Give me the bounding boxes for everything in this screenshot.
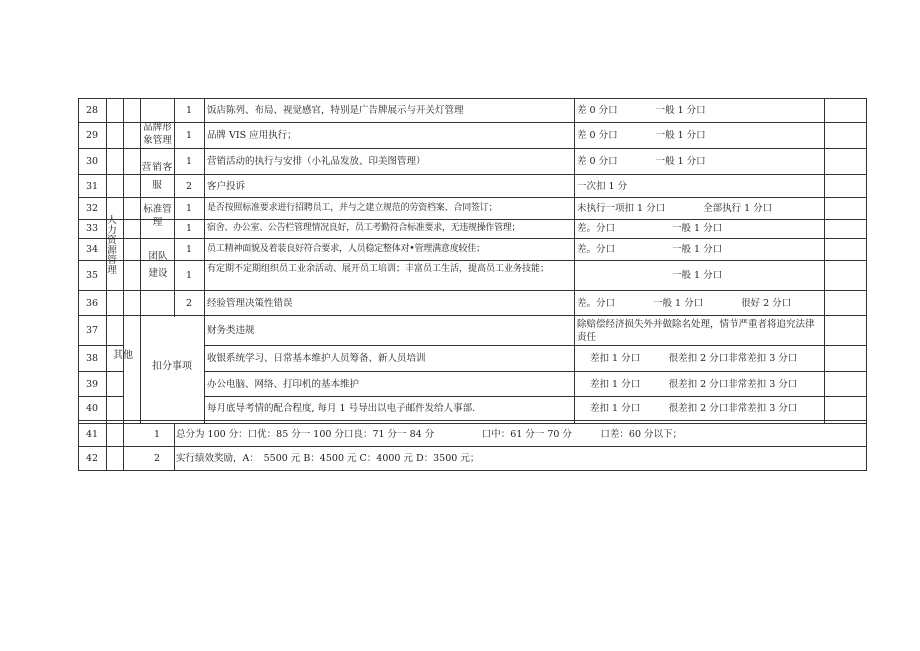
row-number: 34 xyxy=(85,244,99,255)
item-description: 员工精神面貌及着装良好符合要求，人员稳定整体对•管理满意度较佳； xyxy=(207,244,485,254)
score-criteria: 除赔偿经济损失外并做除名处理，情节严重者将追究法律责任 xyxy=(577,319,815,343)
item-description: 饭店陈列、布局、视觉感官，特别是广告牌展示与开关灯管理 xyxy=(207,105,464,116)
row-number: 40 xyxy=(85,403,99,414)
score-criteria: 差。分口 一般 1 分口 很好 2 分口 xyxy=(577,298,792,309)
category-deduct: 扣分事项 xyxy=(152,361,192,372)
item-description: 客户投诉 xyxy=(207,181,246,192)
score-criteria: 差扣 1 分口 很差扣 2 分口非常差扣 3 分口 xyxy=(590,379,798,390)
row-divider xyxy=(78,148,867,149)
score-criteria: 差 0 分口 一般 1 分口 xyxy=(577,105,706,116)
item-index: 2 xyxy=(185,298,193,309)
row-number: 37 xyxy=(85,325,99,336)
table-border-left xyxy=(78,98,79,471)
item-index: 1 xyxy=(185,203,193,214)
row-number: 36 xyxy=(85,298,99,309)
row-divider xyxy=(78,122,867,123)
row-number: 41 xyxy=(85,429,99,440)
item-description: 财务类违规 xyxy=(207,325,255,336)
row-number: 38 xyxy=(85,353,99,364)
col-divider xyxy=(574,98,575,423)
row-divider xyxy=(204,345,867,346)
col-divider xyxy=(204,98,205,423)
item-index: 1 xyxy=(185,223,193,234)
table-border-right xyxy=(866,98,867,471)
score-criteria: 差。分口 一般 1 分口 xyxy=(577,223,723,234)
row-number: 42 xyxy=(85,453,99,464)
score-criteria: 差 0 分口 一般 1 分口 xyxy=(577,130,706,141)
col-divider xyxy=(123,98,124,471)
row-divider xyxy=(78,420,867,421)
row-divider xyxy=(78,371,123,372)
item-description: 营销活动的执行与安排（小礼品发放、印美图管理） xyxy=(207,156,426,167)
row-number: 28 xyxy=(85,105,99,116)
score-criteria: 差扣 1 分口 很差扣 2 分口非常差扣 3 分口 xyxy=(590,403,798,414)
item-index: 1 xyxy=(185,270,193,281)
item-index: 1 xyxy=(153,429,161,440)
item-description: 办公电脑、网络、打印机的基本维护 xyxy=(207,379,360,390)
item-index: 2 xyxy=(185,181,193,192)
row-divider xyxy=(78,290,867,291)
row-divider xyxy=(78,446,867,447)
table-border-top xyxy=(78,98,867,99)
row-number: 30 xyxy=(85,156,99,167)
row-divider xyxy=(78,315,867,316)
row-number: 31 xyxy=(85,181,99,192)
row-divider xyxy=(204,371,867,372)
item-index: 2 xyxy=(153,453,161,464)
item-index: 1 xyxy=(185,130,193,141)
row-divider xyxy=(78,174,867,175)
col-divider xyxy=(174,423,175,471)
category-other: 其他 xyxy=(113,350,133,361)
category-marketing: 营销客服 xyxy=(141,162,174,191)
item-index: 1 xyxy=(185,105,193,116)
col-divider xyxy=(106,98,107,471)
footer-reward: 实行绩效奖励，A： 5500 元 B：4500 元 C：4000 元 D：3500 元； xyxy=(176,453,480,464)
row-divider xyxy=(78,197,867,198)
row-divider xyxy=(78,396,123,397)
row-number: 33 xyxy=(85,223,99,234)
row-number: 39 xyxy=(85,379,99,390)
item-description: 每月底导考情的配合程度, 每月 1 号导出以电子邮件发给人事部. xyxy=(207,403,476,414)
item-description: 品牌 VIS 应用执行； xyxy=(207,130,297,141)
row-divider xyxy=(204,396,867,397)
row-divider xyxy=(78,219,867,220)
row-divider xyxy=(78,260,867,261)
category-standard: 标准管理 xyxy=(143,204,172,228)
item-description: 经验管理决策性错误 xyxy=(207,298,293,309)
score-criteria: 差。分口 一般 1 分口 xyxy=(577,244,723,255)
score-criteria: 一般 1 分口 xyxy=(577,270,723,281)
row-number: 32 xyxy=(85,203,99,214)
score-criteria: 差扣 1 分口 很差扣 2 分口非常差扣 3 分口 xyxy=(590,353,798,364)
score-criteria: 未执行一项扣 1 分口 全部执行 1 分口 xyxy=(577,203,773,214)
row-divider xyxy=(78,423,867,424)
category-team: 团队建设 xyxy=(148,251,168,279)
score-criteria: 差 0 分口 一般 1 分口 xyxy=(577,156,706,167)
item-index: 1 xyxy=(185,244,193,255)
col-divider xyxy=(824,98,825,423)
category-hr: 人力资源管理 xyxy=(107,215,117,276)
table-border-bottom xyxy=(78,470,867,471)
item-description: 宿舍、办公室、公告栏管理情况良好，员工考勤符合标准要求，无违规操作管理； xyxy=(207,223,521,233)
row-number: 35 xyxy=(85,270,99,281)
item-description: 收银系统学习、日常基本维护人员筹备、新人员培训 xyxy=(207,353,426,364)
item-index: 1 xyxy=(185,156,193,167)
category-brand: 品牌形象管理 xyxy=(143,122,172,146)
footer-total-grading: 总分为 100 分：口优：85 分一 100 分口良：71 分一 84 分 口中：61 分一 70 分 口差：60 分以下； xyxy=(176,429,683,440)
score-criteria: 一次扣 1 分 xyxy=(577,181,628,192)
row-divider xyxy=(78,345,123,346)
item-description: 有定期不定期组织员工业余活动、展开员工培训；丰富员工生活，提高员工业务技能； xyxy=(207,264,550,274)
row-number: 29 xyxy=(85,130,99,141)
row-divider xyxy=(78,238,867,239)
item-description: 是否按照标准要求进行招聘员工，并与之建立规范的劳资档案、合同签订； xyxy=(207,203,498,213)
